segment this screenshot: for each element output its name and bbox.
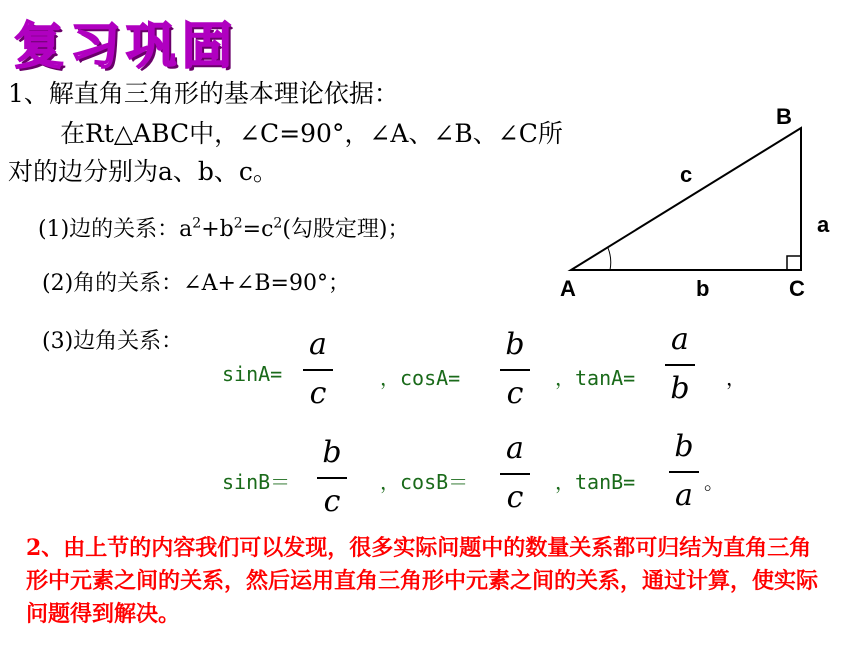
sinA-denominator: c (309, 376, 327, 411)
vertex-B-label: B (776, 104, 792, 129)
sinB-numerator: b (322, 435, 342, 470)
exp-a: 2 (192, 215, 202, 232)
side-relation-c: =c (242, 217, 274, 242)
cosA-denominator: c (506, 376, 524, 411)
side-angle-relation-label: (3)边角关系： (42, 329, 184, 354)
cosA-label: ，cosA= (380, 366, 461, 390)
angle-relation: (2)角的关系：∠A+∠B=90°； (42, 271, 350, 296)
cosB-numerator: a (506, 431, 524, 466)
side-a-label: a (817, 212, 830, 237)
cosB-denominator: c (506, 480, 524, 515)
section1-intro-line2: 对的边分别为a、b、c。 (8, 157, 278, 186)
cosB-label: ，cosB＝ (380, 470, 469, 494)
slide-title: 复习巩固 (14, 17, 238, 75)
side-c-label: c (680, 162, 693, 187)
sinB-denominator: c (323, 484, 341, 519)
sinB-label: sinB＝ (222, 470, 291, 494)
tanA-numerator: a (671, 322, 689, 357)
tanA-denominator: b (670, 371, 690, 406)
tanB-numerator: b (674, 429, 694, 464)
sinA-numerator: a (309, 327, 327, 362)
exp-b: 2 (233, 215, 243, 232)
exp-c: 2 (273, 215, 283, 232)
row2-end: 。 (704, 470, 724, 494)
sinA-label: sinA= (222, 362, 283, 386)
pythagorean-note: (勾股定理)； (282, 217, 410, 242)
cosA-numerator: b (505, 327, 525, 362)
angle-A-arc (608, 248, 611, 270)
tanB-label: ，tanB= (555, 470, 636, 494)
row1-end: ， (726, 366, 746, 390)
section1-intro-line1: 在Rt△ABC中，∠C=90°，∠A、∠B、∠C所 (60, 119, 563, 148)
side-relation-a: (1)边的关系：a (38, 217, 193, 242)
vertex-C-label: C (789, 276, 805, 301)
tanB-denominator: a (675, 478, 693, 513)
right-angle-marker (787, 256, 801, 270)
conclusion-paragraph: 2、由上节的内容我们可以发现，很多实际问题中的数量关系都可归结为直角三角形中元素之间的关系，然后运用直角三角形中元素之间的关系，通过计算，使实际问题得到解决。 (26, 535, 819, 627)
side-relation-b: +b (201, 217, 234, 242)
vertex-A-label: A (560, 276, 576, 301)
triangle-outline (571, 128, 801, 270)
tanA-label: ，tanA= (555, 366, 636, 390)
side-b-label: b (696, 276, 710, 301)
section1-heading: 1、解直角三角形的基本理论依据： (8, 79, 399, 108)
